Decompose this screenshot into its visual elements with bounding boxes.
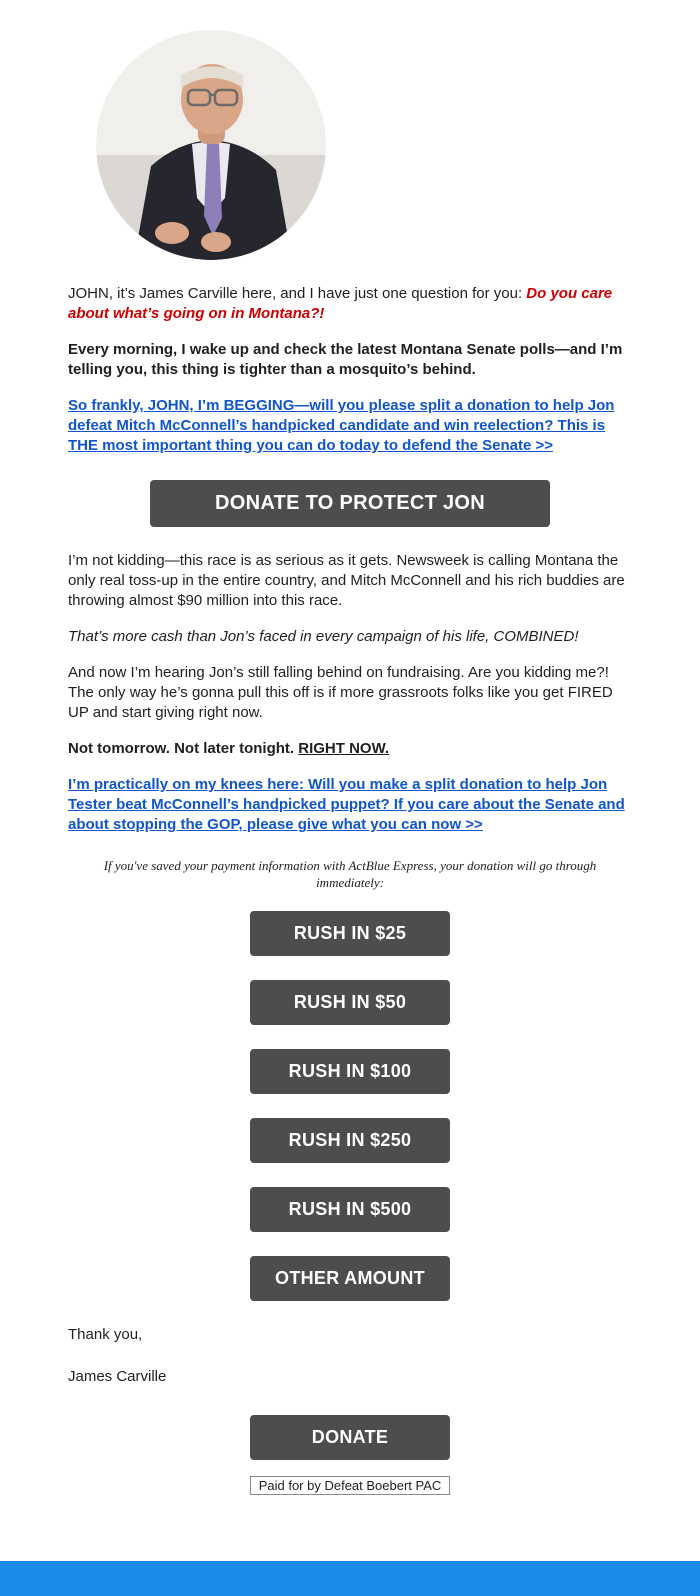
link-paragraph-2 <box>68 775 632 835</box>
intro-text: JOHN, it’s James Carville here, and I have just one question for you: <box>68 285 527 302</box>
polls-paragraph: Every morning, I wake up and check the latest Montana Senate polls—and I’m telling you, this thing is tighter than a mosquito’s behind. <box>68 341 623 378</box>
right-now-text: Not tomorrow. Not later tonight. <box>68 740 299 757</box>
donate-button[interactable]: DONATE <box>250 1415 450 1460</box>
combined-paragraph: That’s more cash than Jon’s faced in every campaign of his life, COMBINED! <box>68 628 579 645</box>
donate-to-protect-jon-button[interactable]: DONATE TO PROTECT JON <box>150 480 550 527</box>
rush-100-button[interactable]: RUSH IN $100 <box>250 1049 450 1094</box>
actblue-express-note: If you've saved your payment information with ActBlue Express, your donation will go through immediately: <box>103 858 597 890</box>
actblue-footer-bar <box>0 1561 700 1596</box>
link-paragraph-1 <box>68 396 632 456</box>
right-now-underline: RIGHT NOW. <box>298 740 390 757</box>
other-amount-button[interactable]: OTHER AMOUNT <box>250 1256 450 1301</box>
serious-paragraph: I’m not kidding—this race is as serious as it gets. Newsweek is calling Montana the only real toss-up in the entire country, and Mitch McConnell and his rich buddies are throwing almost $90 million into this race. <box>68 552 625 609</box>
fundraising-paragraph: And now I’m hearing Jon’s still falling behind on fundraising. Are you kidding me?! The only way he’s gonna pull this off is if more grassroots folks like you get FIRED UP and start giving right now. <box>68 664 613 721</box>
intro-paragraph <box>68 284 632 324</box>
thanks-text: Thank you, <box>68 1326 143 1343</box>
fundraising-email <box>0 30 700 1596</box>
signature-text: James Carville <box>68 1368 167 1385</box>
james-carville-photo <box>96 30 326 260</box>
right-now-paragraph <box>68 739 632 759</box>
intro-question-red: Do you care about what’s going on in Montana?! <box>68 285 613 322</box>
split-donation-link-2[interactable]: I’m practically on my knees here: Will you make a split donation to help Jon Tester beat McConnell’s handpicked puppet? If you care about the Senate and about stopping the GOP, please give what you can now >> <box>68 776 625 833</box>
split-donation-link-1[interactable]: So frankly, JOHN, I’m BEGGING—will you please split a donation to help Jon defeat Mitch McConnell’s handpicked candidate and win reelection? This is THE most important thing you can do today to defend the Senate >> <box>68 397 615 454</box>
rush-250-button[interactable]: RUSH IN $250 <box>250 1118 450 1163</box>
paid-for-disclaimer: Paid for by Defeat Boebert PAC <box>250 1476 451 1495</box>
rush-50-button[interactable]: RUSH IN $50 <box>250 980 450 1025</box>
rush-25-button[interactable]: RUSH IN $25 <box>250 911 450 956</box>
amount-buttons <box>0 911 700 1301</box>
rush-500-button[interactable]: RUSH IN $500 <box>250 1187 450 1232</box>
